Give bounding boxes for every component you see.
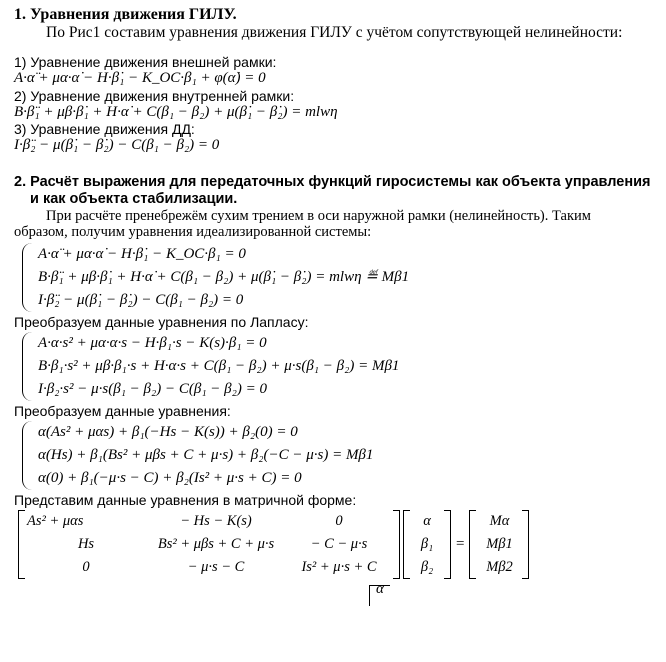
matrix-cell: − Hs − K(s) — [180, 513, 252, 530]
matrix-cell: Is² + μ·s + C — [301, 559, 377, 576]
laplace-label: Преобразуем данные уравнения по Лапласу: — [14, 313, 309, 330]
rhs-right-bracket — [522, 510, 529, 579]
document-page — [14, 6, 658, 599]
vector-entry: α — [423, 513, 431, 530]
eq2-label: 2) Уравнение движения внутренней рамки: — [14, 87, 295, 104]
matrix-cell: 0 — [335, 513, 343, 530]
matrix-cell: As² + μαs — [27, 513, 84, 530]
system-brace — [22, 243, 33, 312]
matrix-left-bracket — [18, 510, 25, 579]
vector-right-bracket — [444, 510, 451, 579]
matrix-cell: − C − μ·s — [310, 536, 368, 553]
system1-eq3: I·β̈₂ − μ(β̇₁ − β̇₂) − C(β₁ − β₂) = 0 — [38, 291, 244, 308]
unknown-vector — [410, 510, 444, 579]
rhs-entry: Mβ2 — [486, 559, 513, 576]
section2-heading-line1: 2. Расчёт выражения для передаточных функций гиросистемы как объекта управления — [14, 174, 651, 191]
system-brace — [22, 332, 33, 401]
matrix-right-bracket — [393, 510, 400, 579]
section1-heading: 1. Уравнения движения ГИЛУ. — [14, 6, 237, 23]
matrix-label: Представим данные уравнения в матричной форме: — [14, 492, 357, 509]
system3-eq1: α(As² + μαs) + β₁(−Hs − K(s)) + β₂(0) = 0 — [38, 424, 298, 441]
eq1: A·α̈ + μα·α̇ − H·β̇₁ − K_OC·β₁ + φ(α̇) = 0 — [14, 70, 266, 87]
system2-eq2: B·β₁·s² + μβ·β₁·s + H·α·s + C(β₁ − β₂) + μ·s(β₁ − β₂) = Mβ1 — [38, 358, 400, 375]
laplace-system — [22, 332, 658, 401]
eq2: B·β̈₁ + μβ·β̇₁ + H·α̇ + C(β₁ − β₂) + μ(β̇₁ − β̇₂) = mlwη — [14, 103, 338, 120]
matrix-cell: − μ·s − C — [187, 559, 245, 576]
system1-eq1: A·α̈ + μα·α̇ − H·β̇₁ − K_OC·β₁ = 0 — [38, 245, 246, 262]
section2-para2: образом, получим уравнения идеализированной системы: — [14, 224, 372, 241]
transformed-system — [22, 421, 658, 490]
section2-para1: При расчёте пренебрежём сухим трением в оси наружной рамки (нелинейность). Таким — [46, 207, 591, 224]
trailing-vector-entry: α — [376, 581, 384, 598]
vector-entry: β₂ — [420, 559, 434, 576]
system1-eq2: B·β̈₁ + μβ·β̇₁ + H·α̇ + C(β₁ − β₂) + μ(β̇₁ − β̇₂) = mlwη ≝ Mβ1 — [38, 268, 410, 285]
eq3: I·β̈₂ − μ(β̇₁ − β̇₂) − C(β₁ − β₂) = 0 — [14, 136, 220, 153]
system3-eq3: α(0) + β₁(−μ·s − C) + β₂(Is² + μ·s + C) = 0 — [38, 470, 302, 487]
eq3-label: 3) Уравнение движения ДД: — [14, 120, 195, 137]
coefficient-matrix — [25, 510, 393, 579]
section2-heading-line2: и как объекта стабилизации. — [30, 190, 238, 207]
equals-sign: = — [456, 536, 465, 553]
matrix-cell: Hs — [77, 536, 95, 553]
rhs-entry: Mα — [489, 513, 510, 530]
system2-eq1: A·α·s² + μα·α·s − H·β₁·s − K(s)·β₁ = 0 — [38, 335, 267, 352]
rhs-entry: Mβ1 — [486, 536, 513, 553]
matrix-cell: Bs² + μβs + C + μ·s — [157, 536, 275, 553]
idealized-system — [22, 243, 658, 312]
transform-label: Преобразуем данные уравнения: — [14, 403, 231, 420]
eq1-label: 1) Уравнение движения внешней рамки: — [14, 54, 277, 71]
vector-left-bracket — [403, 510, 410, 579]
trailing-vector-fragment — [14, 579, 658, 599]
system-brace — [22, 421, 33, 490]
vector-entry: β₁ — [420, 536, 434, 553]
system2-eq3: I·β₂·s² − μ·s(β₁ − β₂) − C(β₁ − β₂) = 0 — [38, 381, 267, 398]
moment-vector — [476, 510, 522, 579]
system3-eq2: α(Hs) + β₁(Bs² + μβs + C + μ·s) + β₂(−C − μ·s) = Mβ1 — [38, 447, 374, 464]
matrix-equation — [18, 510, 658, 579]
rhs-left-bracket — [469, 510, 476, 579]
section1-intro: По Рис1 составим уравнения движения ГИЛУ с учётом сопутствующей нелинейности: — [46, 24, 623, 42]
matrix-cell: 0 — [82, 559, 90, 576]
